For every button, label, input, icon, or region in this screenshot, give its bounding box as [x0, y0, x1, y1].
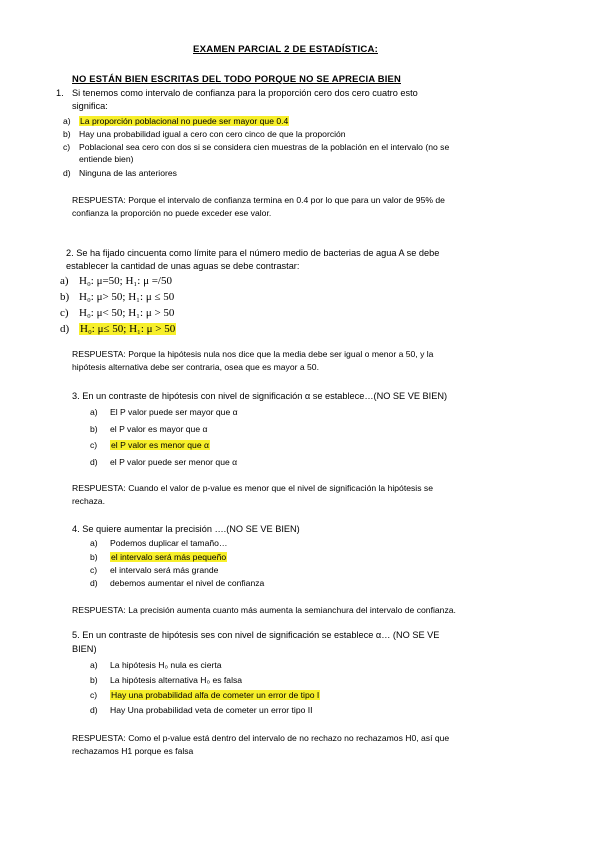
q3-option-d-letter: d) — [90, 457, 98, 467]
q3-option-a: El P valor puede ser mayor que α — [110, 407, 238, 417]
q2-option-c: H₀: μ< 50; H₁: μ > 50 — [79, 307, 175, 319]
q5-option-d-letter: d) — [90, 705, 98, 715]
q2-line2: establecer la cantidad de unas aguas se debe contrastar: — [66, 261, 300, 271]
q5-option-b: La hipótesis alternativa H₀ es falsa — [110, 675, 243, 685]
q2-option-b-letter: b) — [60, 291, 70, 303]
q1-answer-line2: confianza la proporción no puede exceder ese valor. — [72, 208, 272, 218]
q4-option-c: el intervalo será más grande — [110, 565, 219, 575]
q1-option-b-letter: b) — [63, 129, 71, 139]
q1-option-b: Hay una probabilidad igual a cero con cero cinco de que la proporción — [79, 129, 346, 139]
q1-option-d: Ninguna de las anteriores — [79, 168, 177, 178]
q4-option-b: el intervalo será más pequeño — [111, 552, 227, 562]
q2-answer-line2: hipótesis alternativa debe ser contraria, osea que es mayor a 50. — [72, 362, 319, 372]
q5-answer-line1: RESPUESTA: Como el p-value está dentro del intervalo de no rechazo no rechazamos H0, así que — [72, 733, 450, 743]
q2-option-d-letter: d) — [60, 323, 70, 335]
q2-line1: 2. Se ha fijado cincuenta como límite para el número medio de bacterias de agua A se debe — [66, 248, 440, 258]
q5-option-c-letter: c) — [90, 690, 98, 700]
q3-line1: 3. En un contraste de hipótesis con nivel de significación α se establece…(NO SE VE BIEN) — [72, 391, 448, 401]
q3-answer-line2: rechaza. — [72, 496, 105, 506]
q4-option-c-letter: c) — [90, 565, 98, 575]
q1-line1: Si tenemos como intervalo de confianza para la proporción cero dos cero cuatro esto — [72, 88, 418, 98]
q1-option-c-cont: entiende bien) — [79, 154, 134, 164]
q1-option-c-letter: c) — [63, 142, 71, 152]
q1-option-a-letter: a) — [63, 116, 71, 126]
q1-number: 1. — [56, 88, 64, 98]
q5-option-a-letter: a) — [90, 660, 98, 670]
q4-option-a-letter: a) — [90, 538, 98, 548]
q5-line1: 5. En un contraste de hipótesis ses con nivel de significación se establece α… (NO SE VE — [72, 630, 440, 640]
q3-option-b-letter: b) — [90, 424, 98, 434]
q3-option-c-letter: c) — [90, 440, 98, 450]
q3-option-b: el P valor es mayor que α — [110, 424, 208, 434]
q1-line2: significa: — [72, 101, 108, 111]
q5-option-c: Hay una probabilidad alfa de cometer un error de tipo I — [111, 690, 320, 700]
q5-option-b-letter: b) — [90, 675, 98, 685]
q4-line1: 4. Se quiere aumentar la precisión ….(NO SE VE BIEN) — [72, 524, 300, 534]
exam-subtitle: NO ESTÁN BIEN ESCRITAS DEL TODO PORQUE NO SE APRECIA BIEN — [72, 73, 401, 84]
q4-answer-line1: RESPUESTA: La precisión aumenta cuanto más aumenta la semianchura del intervalo de confianza. — [72, 605, 456, 615]
q1-option-d-letter: d) — [63, 168, 71, 178]
q2-answer-line1: RESPUESTA: Porque la hipótesis nula nos dice que la media debe ser igual o menor a 50, y la — [72, 349, 434, 359]
q1-option-a: La proporción poblacional no puede ser mayor que 0.4 — [80, 116, 289, 126]
q1-option-c: Poblacional sea cero con dos si se considera cien muestras de la población en el intervalo (no se — [79, 142, 450, 152]
q5-option-a: La hipótesis H₀ nula es cierta — [110, 660, 222, 670]
q5-option-d: Hay Una probabilidad veta de cometer un error tipo II — [110, 705, 313, 715]
q4-option-d-letter: d) — [90, 578, 98, 588]
q5-line2: BIEN) — [72, 644, 97, 654]
q3-option-d: el P valor puede ser menor que α — [110, 457, 238, 467]
q2-option-c-letter: c) — [60, 307, 69, 319]
q2-option-a: H₀: μ=50; H₁: μ =/50 — [79, 275, 172, 287]
exam-title: EXAMEN PARCIAL 2 DE ESTADÍSTICA: — [193, 44, 378, 55]
q3-option-c: el P valor es menor que α — [111, 440, 209, 450]
q3-answer-line1: RESPUESTA: Cuando el valor de p-value es menor que el nivel de significación la hipótesis se — [72, 483, 433, 493]
q2-option-d: H₀: μ≤ 50; H₁: μ > 50 — [80, 323, 176, 335]
q4-option-d: debemos aumentar el nivel de confianza — [110, 578, 265, 588]
q4-option-a: Podemos duplicar el tamaño… — [110, 538, 228, 548]
q2-option-a-letter: a) — [60, 275, 69, 287]
q1-answer-line1: RESPUESTA: Porque el intervalo de confianza termina en 0.4 por lo que para un valor de 95% de — [72, 195, 445, 205]
q5-answer-line2: rechazamos H1 porque es falsa — [72, 746, 194, 756]
q3-option-a-letter: a) — [90, 407, 98, 417]
q4-option-b-letter: b) — [90, 552, 98, 562]
q2-option-b: H₀: μ> 50; H₁: μ ≤ 50 — [79, 291, 175, 303]
